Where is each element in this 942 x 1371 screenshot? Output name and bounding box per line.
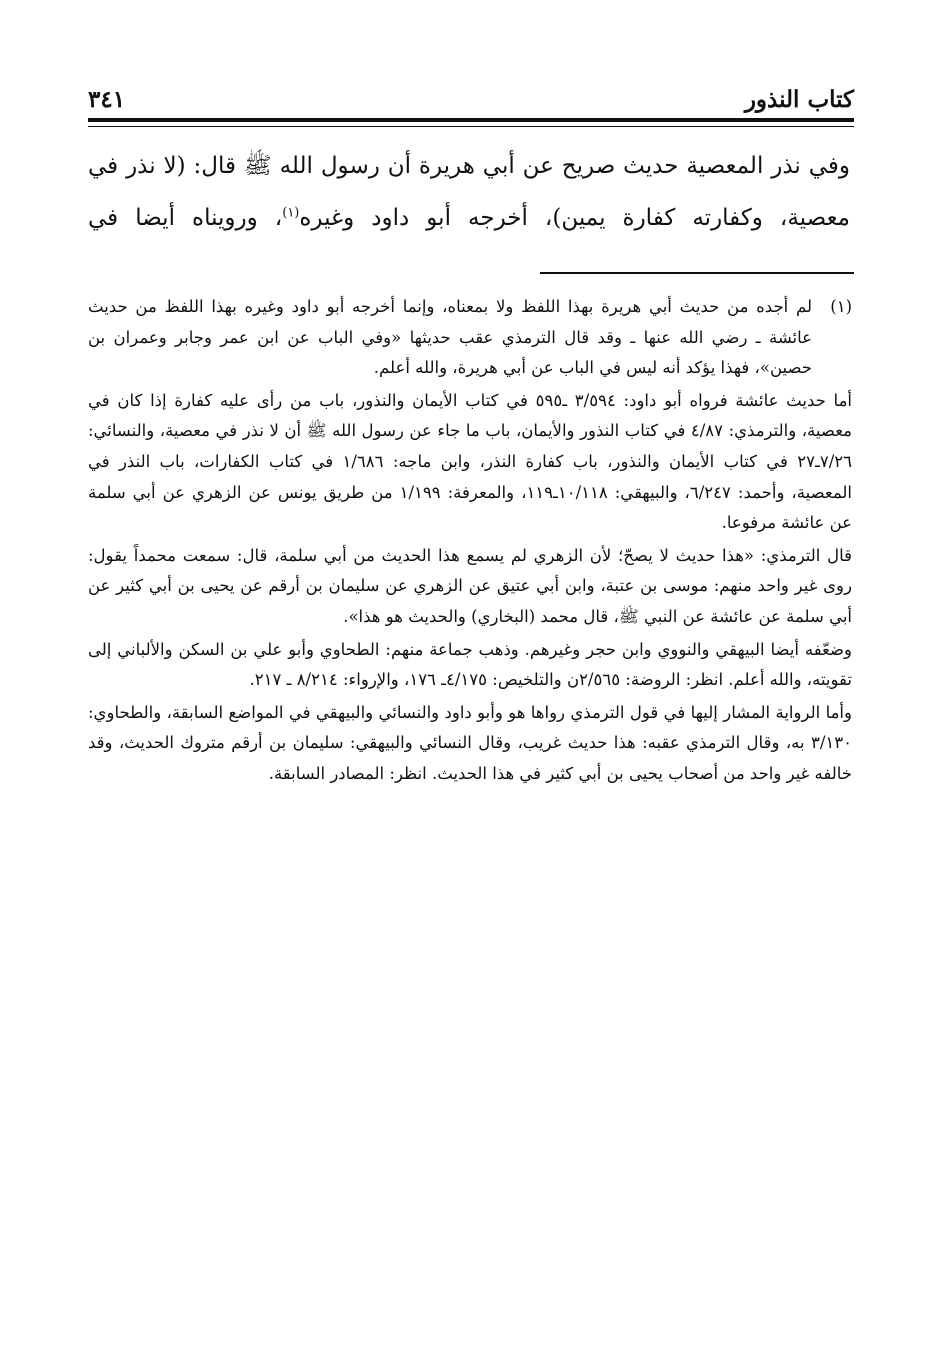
footnote-paragraph: أما حديث عائشة فرواه أبو داود: ٣/٥٩٤ ـ٥٩٥ في كتاب الأيمان والنذور، باب من رأى عليه كفارة إذا كان في معصية، والترمذي: ٤/٨٧ في كتاب النذور والأيمان، باب ما جاء عن رسول الله ﷺ أن لا نذر في معصية، والنسائي: ٧/٢٦ـ٢٧ في كتاب الأيمان والنذور، باب كفارة النذر، وابن ماجه: ١/٦٨٦ في كتاب الكفارات، باب النذر في المعصية، وأحمد: ٦/٢٤٧، والبيهقي: ١٠/١١٨ـ١١٩، والمعرفة: ١/١٩٩ من طريق يونس عن الزهري عن أبي سلمة عن عائشة مرفوعا. <box>88 390 852 533</box>
footnote-ref-mark: (١) <box>282 205 300 221</box>
main-text <box>88 140 850 244</box>
chapter-title: كتاب النذور <box>744 86 854 113</box>
footnote-paragraph: (١)لم أجده من حديث أبي هريرة بهذا اللفظ ولا بمعناه، وإنما أخرجه أبو داود وغيره بهذا اللفظ من حديث عائشة ـ رضي الله عنها ـ وقد قال الترمذي عقب حديثها «وفي الباب عن ابن عمر وجابر وعمران بن حصين»، فهذا يؤكد أنه ليس في الباب عن أبي هريرة، والله أعلم. <box>88 292 852 384</box>
footnote-paragraph: قال الترمذي: «هذا حديث لا يصحّ؛ لأن الزهري لم يسمع هذا الحديث من أبي سلمة، قال: سمعت محمداً يقول: روى غير واحد منهم: موسى بن عتبة، وابن أبي عتيق عن الزهري عن سليمان بن أرقم عن يحيى بن أبي كثير عن أبي سلمة عن عائشة عن النبي ﷺ، قال محمد (البخاري) والحديث هو هذا». <box>88 545 852 626</box>
footnote-block <box>88 292 852 790</box>
page-number: ٣٤١ <box>88 86 126 113</box>
header-rule-thick <box>88 118 854 122</box>
main-text-before-ref: وفي نذر المعصية حديث صريح عن أبي هريرة أن رسول الله ﷺ قال: (لا نذر في معصية، وكفارته كفارة يمين)، أخرجه أبو داود وغيره <box>88 153 850 231</box>
footnote-mark: (١) <box>830 297 852 316</box>
page-header <box>88 74 854 114</box>
main-text-after-ref: ، ورويناه أيضا في <box>88 205 283 231</box>
footnote-separator <box>540 272 854 274</box>
footnote-paragraph: وأما الرواية المشار إليها في قول الترمذي رواها هو وأبو داود والنسائي والبيهقي في المواضع السابقة، والطحاوي: ٣/١٣٠ به، وقال الترمذي عقبه: هذا حديث غريب، وقال النسائي والبيهقي: سليمان بن أرقم متروك الحديث، وقد خالفه غير واحد من أصحاب يحيى بن أبي كثير في هذا الحديث. انظر: المصادر السابقة. <box>88 702 852 783</box>
header-rule-thin <box>88 126 854 127</box>
main-paragraph <box>88 140 850 244</box>
footnote-paragraph: وضعّفه أيضا البيهقي والنووي وابن حجر وغيرهم. وذهب جماعة منهم: الطحاوي وأبو علي بن السكن والألباني إلى تقويته، والله أعلم. انظر: الروضة: ٢/٥٦٥ن والتلخيص: ٤/١٧٥ـ ١٧٦، والإرواء: ٨/٢١٤ ـ ٢١٧. <box>88 639 852 690</box>
